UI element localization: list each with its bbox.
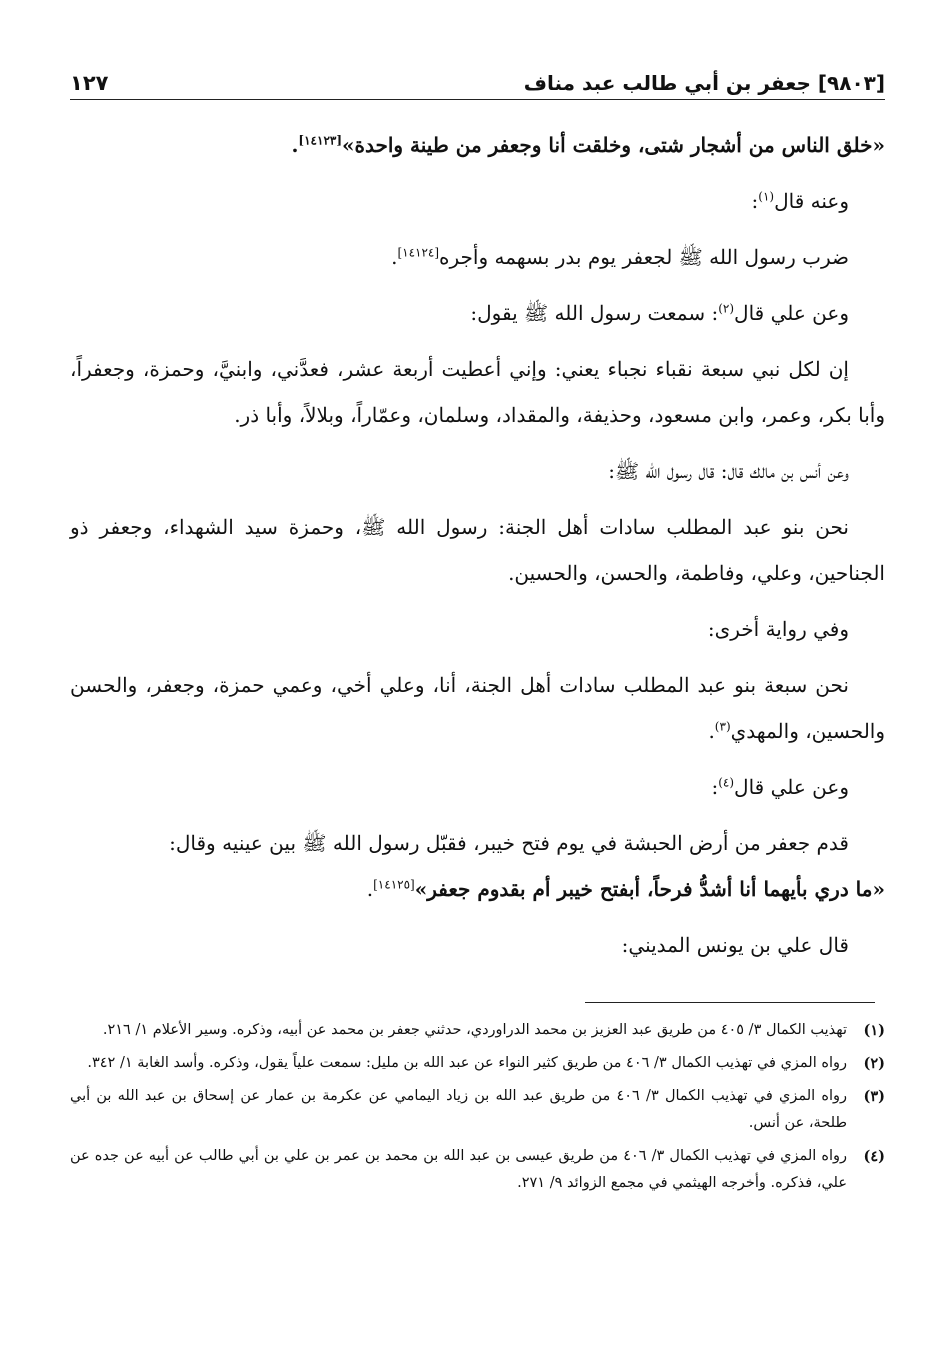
- narration-intro-6: قال علي بن يونس المديني:: [621, 933, 849, 957]
- narration-intro-5: وعن علي قال$^{(٤)}$:: [711, 775, 849, 799]
- footnotes: [70, 1017, 885, 1197]
- book-page: [70, 60, 885, 1300]
- footnote-marker-4: (٤): [718, 775, 735, 790]
- narration-intro-3: وعن أنس بن مالك قال: قال رسول الله ﷺ:: [608, 459, 849, 483]
- hadith-quote-1: «خلق الناس من أشجار شتى، وخلقت أنا وجعفر من طينة واحدة»[١٤١٢٣].: [291, 133, 885, 157]
- hadith-ref-3: [١٤١٢٥]: [373, 877, 415, 892]
- narration-intro-2: وعن علي قال$^{(٢)}$: سمعت رسول الله ﷺ يقول:: [470, 301, 849, 325]
- footnote-marker-3: (٣): [714, 719, 731, 734]
- narration-text-4: نحن سبعة بنو عبد المطلب سادات أهل الجنة، أنا، وعلي أخي، وعمي حمزة، وجعفر، والحسن والحسين، والمهدي$^{(٣)}$.: [70, 673, 885, 743]
- narration-intro-1: وعنه قال$^{(١)}$:: [751, 189, 849, 213]
- narration-text-2: إن لكل نبي سبعة نقباء نجباء يعني: وإني أعطيت أربعة عشر، فعدَّني، وابنيَّ، وحمزة، وجعفراً، وأبا بكر، وعمر، وابن مسعود، وحذيفة، والمقداد، وسلمان، وعمّاراً، وبلالاً، وأبا ذر.: [70, 357, 885, 427]
- footnote-number: (٣): [863, 1088, 885, 1105]
- main-text: [70, 122, 885, 968]
- footnote-text: رواه المزي في تهذيب الكمال ٣/ ٤٠٦ من طريق عيسى بن عبد الله بن محمد بن عمر بن علي بن أبي طالب عن أبيه عن جده عن علي، فذكره. وأخرجه الهيثمي في مجمع الزوائد ٩/ ٢٧١.: [70, 1148, 847, 1191]
- footnote-number: (٤): [863, 1148, 885, 1165]
- footnote-item: [70, 1050, 885, 1077]
- hadith-ref-1: [١٤١٢٣]: [298, 133, 343, 148]
- footnote-item: [70, 1017, 885, 1044]
- footnote-text: رواه المزي في تهذيب الكمال ٣/ ٤٠٦ من طريق عبد الله بن زياد اليمامي عن عكرمة بن عمار عن إسحاق بن عبد الله بن أبي طلحة، عن أنس.: [70, 1088, 847, 1131]
- hadith-quote-2: «ما دري بأيهما أنا أشدُّ فرحاً، أبفتح خيبر أم بقدوم جعفر»: [414, 877, 885, 901]
- footnote-text: تهذيب الكمال ٣/ ٤٠٥ من طريق عبد العزيز بن محمد الدراوردي، حدثني جعفر بن محمد عن أبيه، وذكره. وسير الأعلام ١/ ٢١٦.: [102, 1022, 847, 1038]
- hadith-ref-2: [١٤١٢٤]: [397, 245, 440, 260]
- narration-text-3: نحن بنو عبد المطلب سادات أهل الجنة: رسول الله ﷺ، وحمزة سيد الشهداء، وجعفر ذو الجناحين، وعلي، وفاطمة، والحسن، والحسين.: [70, 515, 885, 585]
- narration-text-1: ضرب رسول الله ﷺ لجعفر يوم بدر بسهمه وأجره[١٤١٢٤].: [391, 245, 849, 269]
- footnote-item: [70, 1143, 885, 1197]
- footnote-text: رواه المزي في تهذيب الكمال ٣/ ٤٠٦ من طريق كثير النواء عن عبد الله بن مليل: سمعت علياً يقول، وذكره. وأسد الغابة ١/ ٣٤٢.: [87, 1055, 847, 1071]
- narration-text-5: قدم جعفر من أرض الحبشة في يوم فتح خيبر، فقبّل رسول الله ﷺ بين عينيه وقال: «ما دري بأيهما أنا أشدُّ فرحاً، أبفتح خيبر أم بقدوم جعفر»[١٤١٢٥].: [169, 831, 885, 901]
- footnote-number: (١): [863, 1022, 885, 1039]
- footnote-number: (٢): [863, 1055, 885, 1072]
- footnote-marker-1: (١): [758, 189, 775, 204]
- footnote-marker-2: (٢): [718, 301, 735, 316]
- running-header: [70, 60, 885, 100]
- footnote-item: [70, 1083, 885, 1137]
- chapter-title: [٩٨٠٣] جعفر بن أبي طالب عبد مناف: [523, 71, 885, 95]
- page-number: ١٢٧: [70, 71, 109, 95]
- narration-intro-4: وفي رواية أخرى:: [707, 617, 849, 641]
- footnote-separator: [585, 1002, 875, 1003]
